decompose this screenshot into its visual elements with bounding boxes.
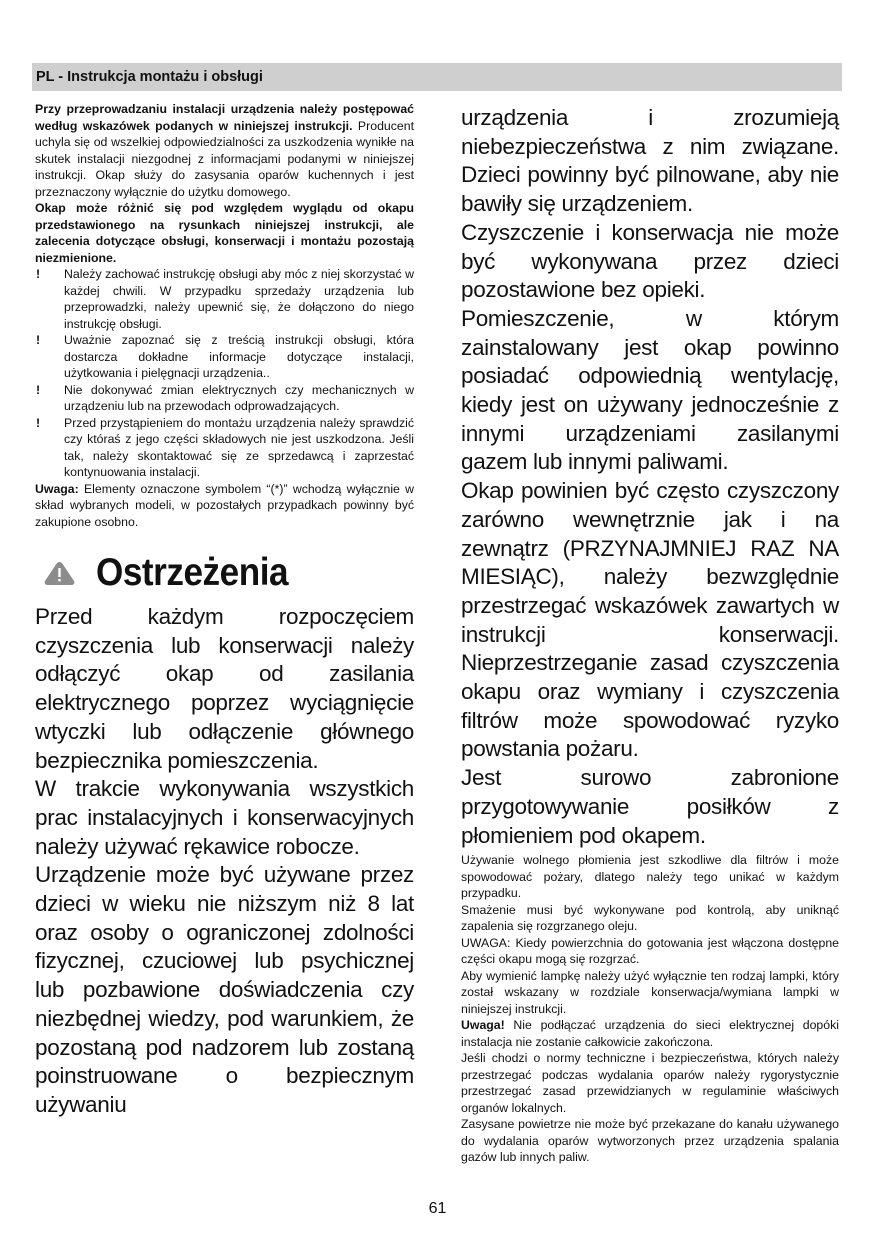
- small-note: [461, 1116, 839, 1166]
- small-note: [461, 935, 839, 968]
- intro-paragraph: [35, 101, 414, 200]
- small-note: [461, 852, 839, 902]
- small-note-text: UWAGA: Kiedy powierzchnia do gotowania jest włączona dostępne części okapu mogą się rozgrzać.: [461, 935, 839, 967]
- bullet-text: Należy zachować instrukcję obsługi aby móc z niej skorzystać w każdej chwili. W przypadku sprzedaży urządzenia lub przeprowadzki, należy upewnić się, że dołączono do niego instrukcję obsługi.: [64, 267, 414, 331]
- right-column: [461, 104, 839, 1166]
- warning-paragraph: Przed każdym rozpoczęciem czyszczenia lub konserwacji należy odłączyć okap od zasilania elektrycznego poprzez wyciągnięcie wtyczki lub odłączenie głównego bezpiecznika pomieszczenia.: [35, 604, 414, 773]
- bullet-text: Uważnie zapoznać się z treścią instrukcji obsługi, która dostarcza dokładne informacje dotyczące instalacji, użytkowania i pielęgnacji urządzenia..: [64, 333, 414, 380]
- warnings-heading: [35, 549, 414, 597]
- warning-triangle-icon: [43, 560, 76, 586]
- list-item: [35, 332, 414, 382]
- small-note-text: Aby wymienić lampkę należy użyć wyłącznie ten rodzaj lampki, który został wskazany w rozdziale konserwacja/wymiana lampki w niniejszej instrukcji.: [461, 968, 839, 1016]
- small-note-label: Uwaga!: [461, 1018, 505, 1033]
- small-note: [461, 1050, 839, 1116]
- exclamation-icon: !: [36, 333, 41, 347]
- small-note: [461, 1017, 839, 1050]
- page-number: 61: [428, 1200, 447, 1217]
- small-note: [461, 968, 839, 1018]
- small-note-text: Smażenie musi być wykonywane pod kontrolą, aby uniknąć zapalenia się rozgrzanego oleju.: [461, 902, 839, 934]
- intro-bold-lead: Przy przeprowadzaniu instalacji urządzenia należy postępować według wskazówek podanych w niniejszej instrukcji.: [35, 102, 414, 133]
- bullet-text: Nie dokonywać zmian elektrycznych czy mechanicznych w urządzeniu lub na przewodach odprowadzających.: [64, 382, 414, 413]
- warning-paragraph: Jest surowo zabronione przygotowywanie posiłków z płomieniem pod okapem.: [461, 765, 839, 848]
- small-note-text: Używanie wolnego płomienia jest szkodliwe dla filtrów i może spowodować pożary, dlatego należy tego unikać w każdym przypadku.: [461, 853, 839, 901]
- exclamation-icon: !: [36, 382, 41, 397]
- note-paragraph: [35, 481, 414, 531]
- warning-paragraph: urządzenia i zrozumieją niebezpieczeństwa z nim związane. Dzieci powinny być pilnowane, aby nie bawiły się urządzeniem.: [461, 105, 839, 217]
- bullet-text: Przed przystąpieniem do montażu urządzenia należy sprawdzić czy któraś z jego części składowych nie jest uszkodzona. Jeśli tak, należy skontaktować się ze sprzedawcą i zaprzestać kontynuowania instalacji.: [64, 415, 414, 479]
- warning-paragraph: W trakcie wykonywania wszystkich prac instalacyjnych i konserwacyjnych należy używać rękawice robocze.: [35, 776, 414, 859]
- left-column: [35, 101, 414, 1120]
- small-note-text: Nie podłączać urządzenia do sieci elektrycznej dopóki instalacja nie zostanie całkowicie zakończona.: [461, 1018, 839, 1049]
- warning-paragraph: Okap powinien być często czyszczony zarówno wewnętrznie jak i na zewnątrz (PRZYNAJMNIEJ RAZ NA MIESIĄC), należy bezwzględnie przestrzegać wskazówek zawartych w instrukcji konserwacji. Nieprzestrzeganie zasad czyszczenia okapu oraz wymiany i czyszczenia filtrów może spowodować ryzyko powstania pożaru.: [461, 478, 839, 762]
- exclamation-icon: !: [36, 415, 41, 430]
- intro-rest: Producent uchyla się od wszelkiej odpowiedzialności za uszkodzenia wynikłe na skutek instalacji niezgodnej z informacjami podanymi w niniejszej instrukcji. Okap służy do zasysania oparów kuchennych i jest przeznaczony wyłącznie do użytku domowego.: [35, 118, 414, 199]
- instruction-bullet-list: [35, 266, 414, 481]
- list-item: [35, 382, 414, 415]
- small-note-text: Jeśli chodzi o normy techniczne i bezpieczeństwa, których należy przestrzegać podczas wydalania oparów należy rygorystycznie przestrzegać zasad przewidzianych w regulaminie właściwych organów lokalnych.: [461, 1051, 839, 1115]
- small-note: [461, 902, 839, 935]
- exclamation-icon: !: [36, 267, 41, 281]
- note-label: Uwaga:: [35, 481, 79, 496]
- warning-paragraph: Urządzenie może być używane przez dzieci w wieku nie niższym niż 8 lat oraz osoby o ograniczonej zdolności fizycznej, czuciowej lub psychicznej lub pozbawione doświadczenia czy niezbędnej wiedzy, pod warunkiem, że pozostaną pod nadzorem lub zostaną poinstruowane o bezpiecznym używaniu: [35, 862, 414, 1117]
- warnings-title: Ostrzeżenia: [96, 551, 289, 594]
- section-header: PL - Instrukcja montażu i obsługi: [32, 63, 842, 91]
- warning-paragraph: Czyszczenie i konserwacja nie może być wykonywana przez dzieci pozostawione bez opieki.: [461, 219, 839, 303]
- small-notes: [461, 852, 839, 1166]
- list-item: [35, 266, 414, 332]
- warning-paragraph: Pomieszczenie, w którym zainstalowany jest okap powinno posiadać odpowiednią wentylację, kiedy jest on używany jednocześnie z innymi urządzeniami zasilanymi gazem lub innymi paliwami.: [461, 305, 839, 475]
- small-note-text: Zasysane powietrze nie może być przekazane do kanału używanego do wydalania oparów wytworzonych przez urządzenia spalania gazów lub innych paliw.: [461, 1117, 839, 1165]
- intro-bold-paragraph: Okap może różnić się pod względem wyglądu od okapu przedstawionego na rysunkach niniejszej instrukcji, ale zalecenia dotyczące obsługi, konserwacji i montażu pozostają niezmienione.: [35, 201, 414, 265]
- note-text: Elementy oznaczone symbolem “(*)” wchodzą wyłącznie w skład wybranych modeli, w pozostałych przypadkach powinny być zakupione osobno.: [35, 481, 414, 529]
- list-item: [35, 415, 414, 481]
